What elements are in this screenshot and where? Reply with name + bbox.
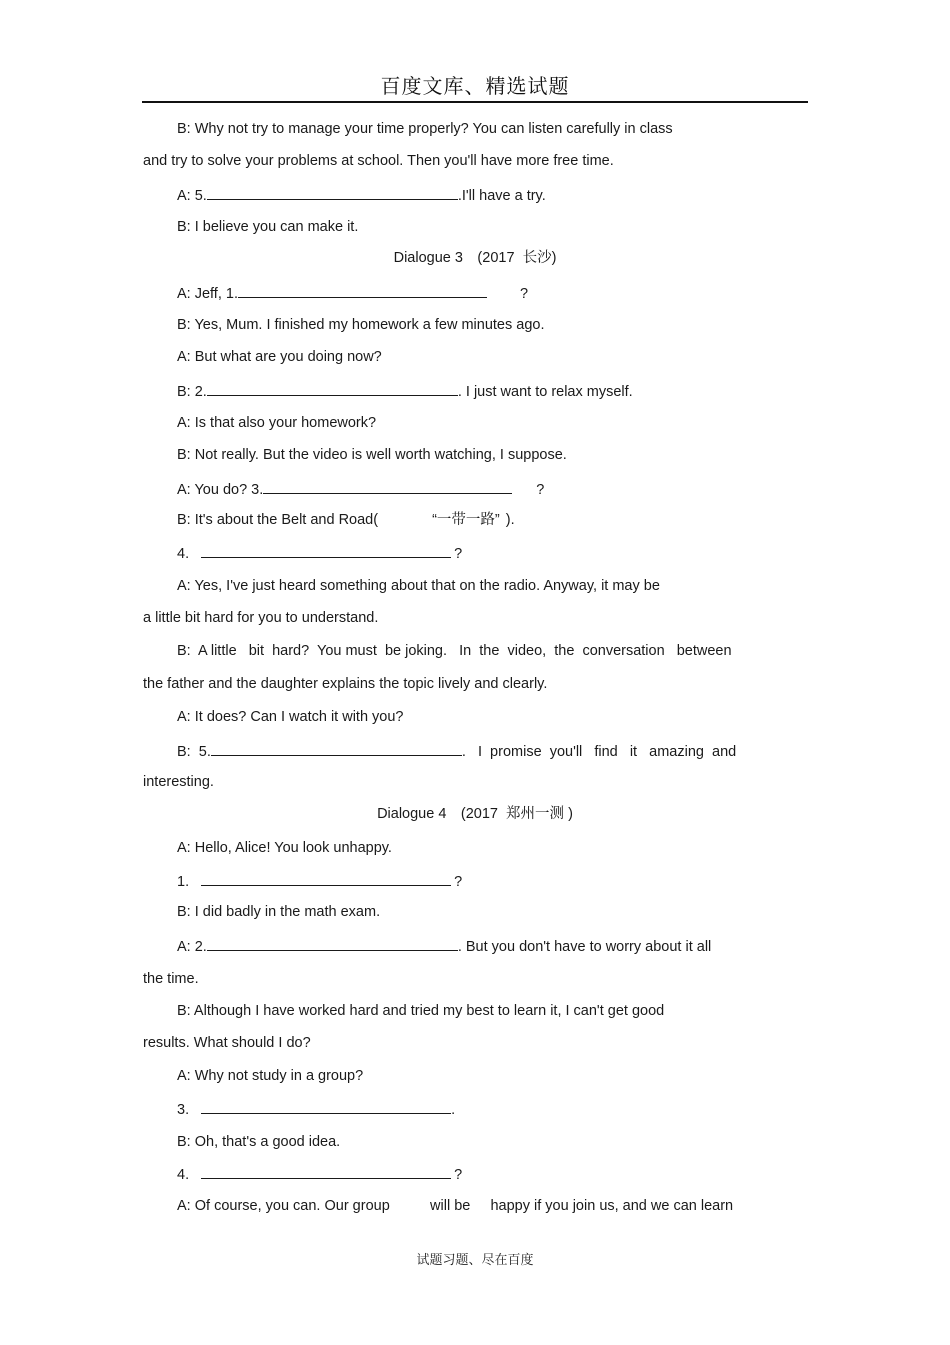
- answer-blank-2[interactable]: [207, 381, 458, 396]
- dialogue-line: the father and the daughter explains the topic lively and clearly.: [143, 676, 548, 692]
- dialogue-line: the time.: [143, 971, 199, 987]
- dialogue-line: and try to solve your problems at school. Then you'll have more free time.: [143, 153, 614, 169]
- dialogue-line: a little bit hard for you to understand.: [143, 610, 379, 626]
- dialogue-line: results. What should I do?: [143, 1035, 311, 1051]
- section-heading-dialogue-3: Dialogue 3 (2017 长沙): [393, 250, 557, 266]
- dialogue-line: A: But what are you doing now?: [177, 349, 382, 365]
- dialogue-line: A: Jeff, 1. ?: [177, 283, 528, 303]
- dialogue-line: 3. .: [177, 1099, 455, 1119]
- answer-blank-1[interactable]: [238, 283, 487, 298]
- dialogue-line: A: You do? 3. ?: [177, 479, 544, 499]
- dialogue-line: B: Oh, that's a good idea.: [177, 1134, 341, 1150]
- dialogue-line: B: I believe you can make it.: [177, 219, 359, 235]
- dialogue-line: A: Is that also your homework?: [177, 415, 377, 431]
- dialogue-line: B: A little bit hard? You must be joking. In the video, the conversation between: [177, 643, 732, 659]
- dialogue-line: A: 5. .I'll have a try.: [177, 185, 546, 205]
- answer-blank-5[interactable]: [211, 741, 462, 756]
- dialogue-line: B: 2. . I just want to relax myself.: [177, 381, 633, 401]
- dialogue-line: 4. ?: [177, 543, 462, 563]
- dialogue-line: interesting.: [143, 774, 214, 790]
- dialogue-line: B: 5. . I promise you'll find it amazing and: [177, 741, 736, 761]
- answer-blank-3[interactable]: [201, 1099, 451, 1114]
- header-divider: [142, 101, 808, 103]
- answer-blank-2[interactable]: [207, 936, 458, 951]
- dialogue-line: A: Yes, I've just heard something about that on the radio. Anyway, it may be: [177, 578, 660, 594]
- dialogue-line: 1. ?: [177, 871, 462, 891]
- answer-blank-1[interactable]: [201, 871, 451, 886]
- dialogue-line: 4. ?: [177, 1164, 462, 1184]
- dialogue-line: B: It's about the Belt and Road( “一带一路” ).: [177, 512, 515, 528]
- dialogue-line: A: Hello, Alice! You look unhappy.: [177, 840, 392, 856]
- page-header-title: 百度文库、精选试题: [380, 74, 570, 98]
- dialogue-line: A: Why not study in a group?: [177, 1068, 364, 1084]
- dialogue-line: B: Not really. But the video is well worth watching, I suppose.: [177, 447, 567, 463]
- dialogue-line: B: Yes, Mum. I finished my homework a few minutes ago.: [177, 317, 545, 333]
- dialogue-line: A: Of course, you can. Our group will be happy if you join us, and we can learn: [177, 1198, 734, 1214]
- answer-blank-3[interactable]: [263, 479, 512, 494]
- answer-blank-5[interactable]: [207, 185, 458, 200]
- dialogue-line: B: Although I have worked hard and tried my best to learn it, I can't get good: [177, 1003, 665, 1019]
- answer-blank-4[interactable]: [201, 1164, 451, 1179]
- dialogue-line: A: 2. . But you don't have to worry about it all: [177, 936, 711, 956]
- page-footer: 试题习题、尽在百度: [416, 1253, 534, 1268]
- dialogue-line: A: It does? Can I watch it with you?: [177, 709, 404, 725]
- answer-blank-4[interactable]: [201, 543, 451, 558]
- section-heading-dialogue-4: Dialogue 4 (2017 郑州一测 ): [377, 806, 573, 822]
- dialogue-line: B: I did badly in the math exam.: [177, 904, 381, 920]
- dialogue-line: B: Why not try to manage your time properly? You can listen carefully in class: [177, 121, 673, 137]
